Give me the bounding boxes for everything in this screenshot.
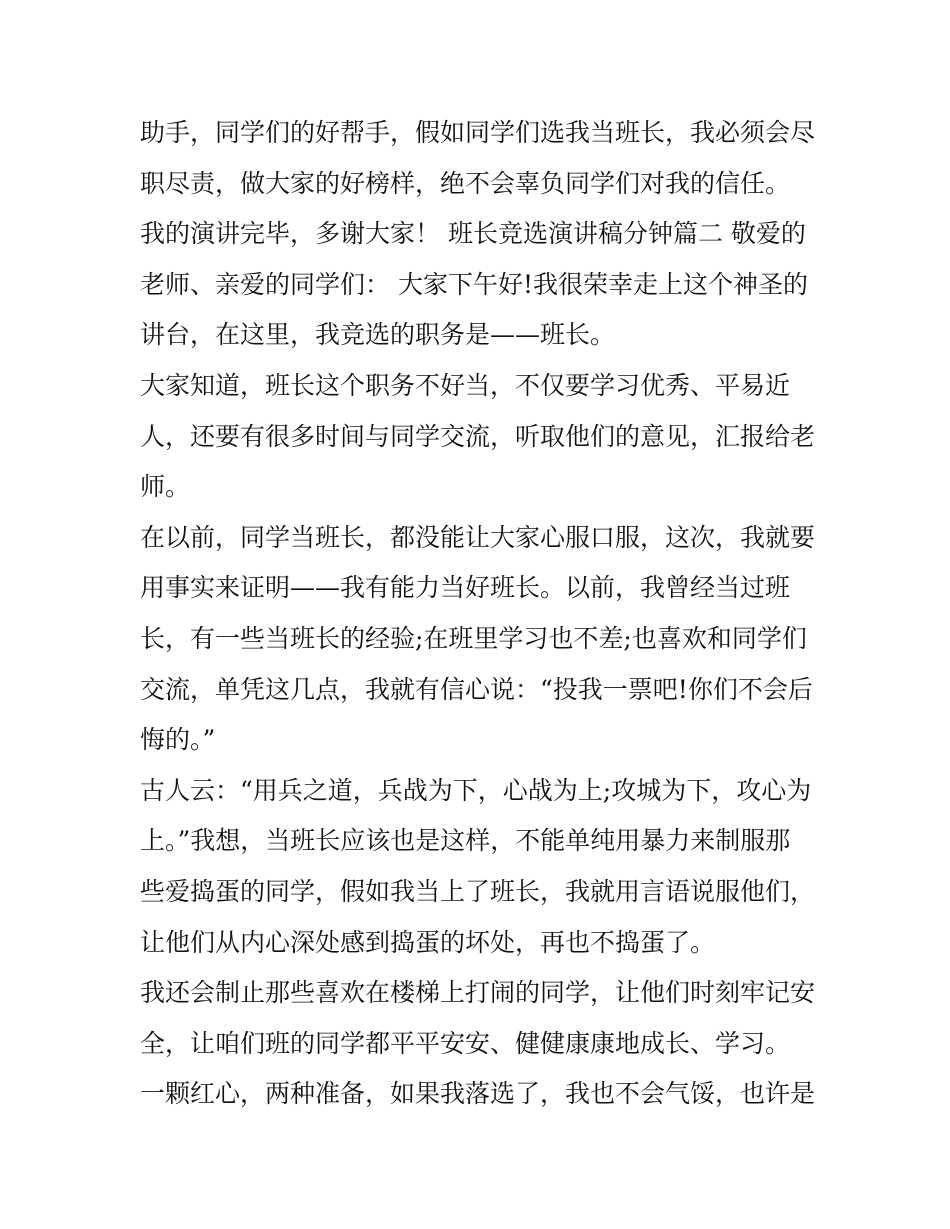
text-line: 大家知道，班长这个职务不好当，不仅要学习优秀、平易近 [140,370,791,400]
text-line: 在以前，同学当班长，都没能让大家心服口服，这次，我就要 [140,522,816,552]
text-line: 一颗红心，两种准备，如果我落选了，我也不会气馁，也许是 [140,1079,816,1109]
text-line: 职尽责，做大家的好榜样，绝不会辜负同学们对我的信任。 [140,168,791,198]
text-line: 全，让咱们班的同学都平平安安、健健康康地成长、学习。 [140,1028,791,1058]
body-text [140,108,820,1120]
text-line: 些爱捣蛋的同学，假如我当上了班长，我就用言语说服他们， [140,876,816,906]
text-line: 我还会制止那些喜欢在楼梯上打闹的同学，让他们时刻牢记安 [140,978,816,1008]
text-line: 用事实来证明——我有能力当好班长。以前，我曾经当过班 [140,573,791,603]
text-line: 悔的。” [140,725,216,755]
text-line: 上。”我想，当班长应该也是这样，不能单纯用暴力来制服那 [140,826,791,856]
text-line: 我的演讲完毕，多谢大家！ 班长竞选演讲稿分钟篇二 敬爱的 [140,219,806,249]
text-line: 助手，同学们的好帮手，假如同学们选我当班长，我必须会尽 [140,118,816,147]
text-line: 让他们从内心深处感到捣蛋的坏处，再也不捣蛋了。 [140,927,716,957]
text-line: 老师、亲爱的同学们： 大家下午好!我很荣幸走上这个神圣的 [140,269,808,299]
text-line: 人，还要有很多时间与同学交流，听取他们的意见，汇报给老 [140,421,816,451]
text-line: 长，有一些当班长的经验;在班里学习也不差;也喜欢和同学们 [140,623,807,653]
text-line: 讲台，在这里，我竞选的职务是——班长。 [140,320,616,350]
text-line: 交流，单凭这几点，我就有信心说：“投我一票吧!你们不会后 [140,674,813,704]
text-line: 师。 [140,472,191,502]
text-line: 古人云：“用兵之道，兵战为下，心战为上;攻城为下，攻心为 [140,775,812,805]
